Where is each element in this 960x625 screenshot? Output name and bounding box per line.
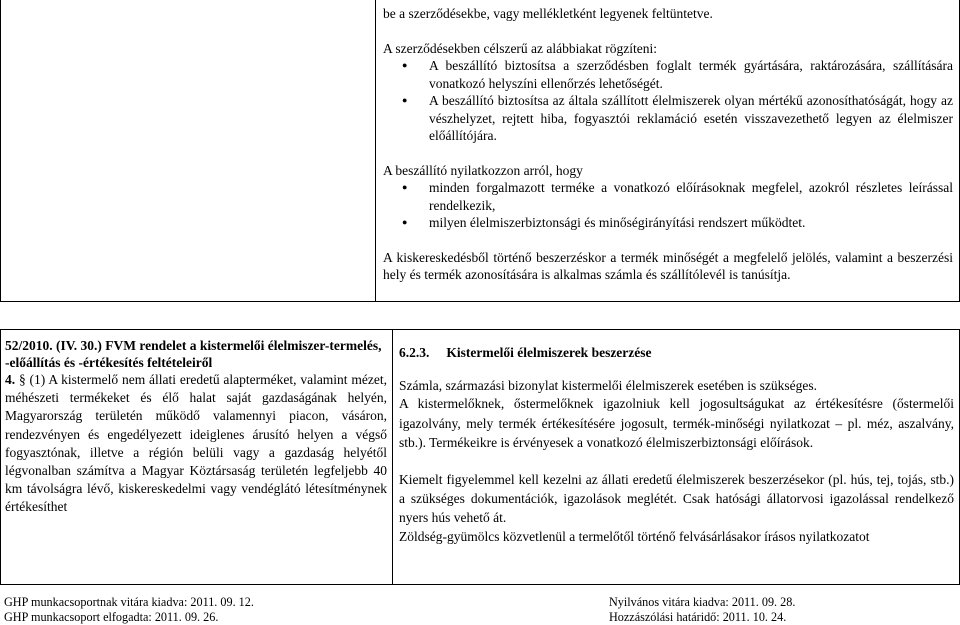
left-cell-content — [0, 337, 393, 517]
para-animal-origin: Kiemelt figyelemmel kell kezelni az állati eredetű élelmiszerek beszerzésekor (pl. hús, tej, tojás, stb.) a szükséges dokumentációk, igazolások meglétét. Csak hatósági állatorvosi igazolással rendelkező nyers hús vehető át. — [399, 471, 954, 525]
regulation-paragraph: § (1) A kistermelő nem állati eredetű alapterméket, valamint mézet, méhészeti termékeket és élő halat saját gazdaságának helyén, Magyarország területén működő valamennyi piacon, vásáron, rendezvényen és engedélyezett ideiglenes árusító helyen a végső fogyasztónak, illetve a régión belüli vagy a gazdaság helyétől légvonalban számítva a Magyar Köztársaság területén legfeljebb 40 km távolságra lévő, kiskereskedelmi vagy vendéglátó létesítménynek értékesíthet — [5, 372, 387, 515]
regulation-title: 52/2010. (IV. 30.) FVM rendelet a kistermelői élelmiszer-termelés, -előállítás és -értékesítés feltételeiről — [5, 338, 382, 370]
closing-paragraph: A kiskereskedésből történő beszerzéskor a termék minőségét a megfelelő jelölés, valamint a beszerzési hely és termék azonosítására is alkalmas számla és szállítólevél is tanúsítja. — [383, 249, 953, 282]
section-heading — [399, 344, 954, 362]
goals-heading: A szerződésekben célszerű az alábbiakat rögzíteni: — [383, 40, 657, 56]
goal-item: ● A beszállító biztosítsa az általa szállított élelmiszerek olyan mértékű azonosíthatóságát, hogy az vészhelyzet, rejtett hiba, fogyasztói reklamáció esetén visszavezethető legyen az élelmiszer előállítójára. — [383, 92, 953, 145]
section-number: 4. — [5, 372, 16, 387]
footer-submitted: GHP munkacsoportnak vitára kiadva: 2011. 09. 12. — [4, 595, 254, 609]
declaration-item: ● minden forgalmazott terméke a vonatkozó előírásoknak megfelel, azokról részletes leírással rendelkezik, — [383, 179, 953, 214]
footer-accepted: GHP munkacsoport elfogadta: 2011. 09. 26. — [4, 610, 219, 624]
declarations-list — [383, 179, 953, 232]
top-left-empty-cell — [0, 0, 376, 302]
top-content-cell — [375, 0, 960, 302]
kistermeloi-content — [392, 344, 960, 546]
declaration-item: ● milyen élelmiszerbiztonsági és minőségirányítási rendszert működtet. — [383, 214, 953, 232]
para-invoice: Számla, származási bizonylat kistermelői élelmiszerek esetében is szükséges. — [399, 377, 817, 393]
footer-public-debate: Nyilvános vitára kiadva: 2011. 09. 28. — [609, 595, 796, 609]
regulation-body — [5, 371, 387, 517]
footer-left — [4, 595, 254, 625]
para-producers: A kistermelőknek, őstermelőknek igazolniuk kell jogosultságukat az értékesítésre (őstermelői igazolvány, mely termék értékesítésére jogosult, termék-minőségi nyilatkozat – pl. méz, aszalvány, stb.). Termékeikre is érvényesek a vonatkozó élelmiszerbiztonsági előírások. — [399, 396, 954, 450]
footer-right — [609, 595, 795, 625]
goals-list — [383, 57, 953, 145]
section-heading-number: 6.2.3. — [399, 345, 430, 360]
para-vegetables: Zöldség-gyümölcs közvetlenül a termelőtől történő felvásárlásakor írásos nyilatkozatot — [399, 528, 870, 544]
goal-item: ● A beszállító biztosítsa a szerződésben foglalt termék gyártására, raktározására, szállítására vonatkozó helyszíni ellenőrzés lehetőségét. — [383, 57, 953, 92]
section-heading-title: Kistermelői élelmiszerek beszerzése — [446, 345, 652, 360]
intro-line: be a szerződésekbe, vagy mellékletként legyenek feltüntetve. — [383, 6, 713, 21]
footer-deadline: Hozzászólási határidő: 2011. 10. 24. — [609, 610, 787, 624]
declare-heading: A beszállító nyilatkozzon arról, hogy — [383, 162, 583, 178]
